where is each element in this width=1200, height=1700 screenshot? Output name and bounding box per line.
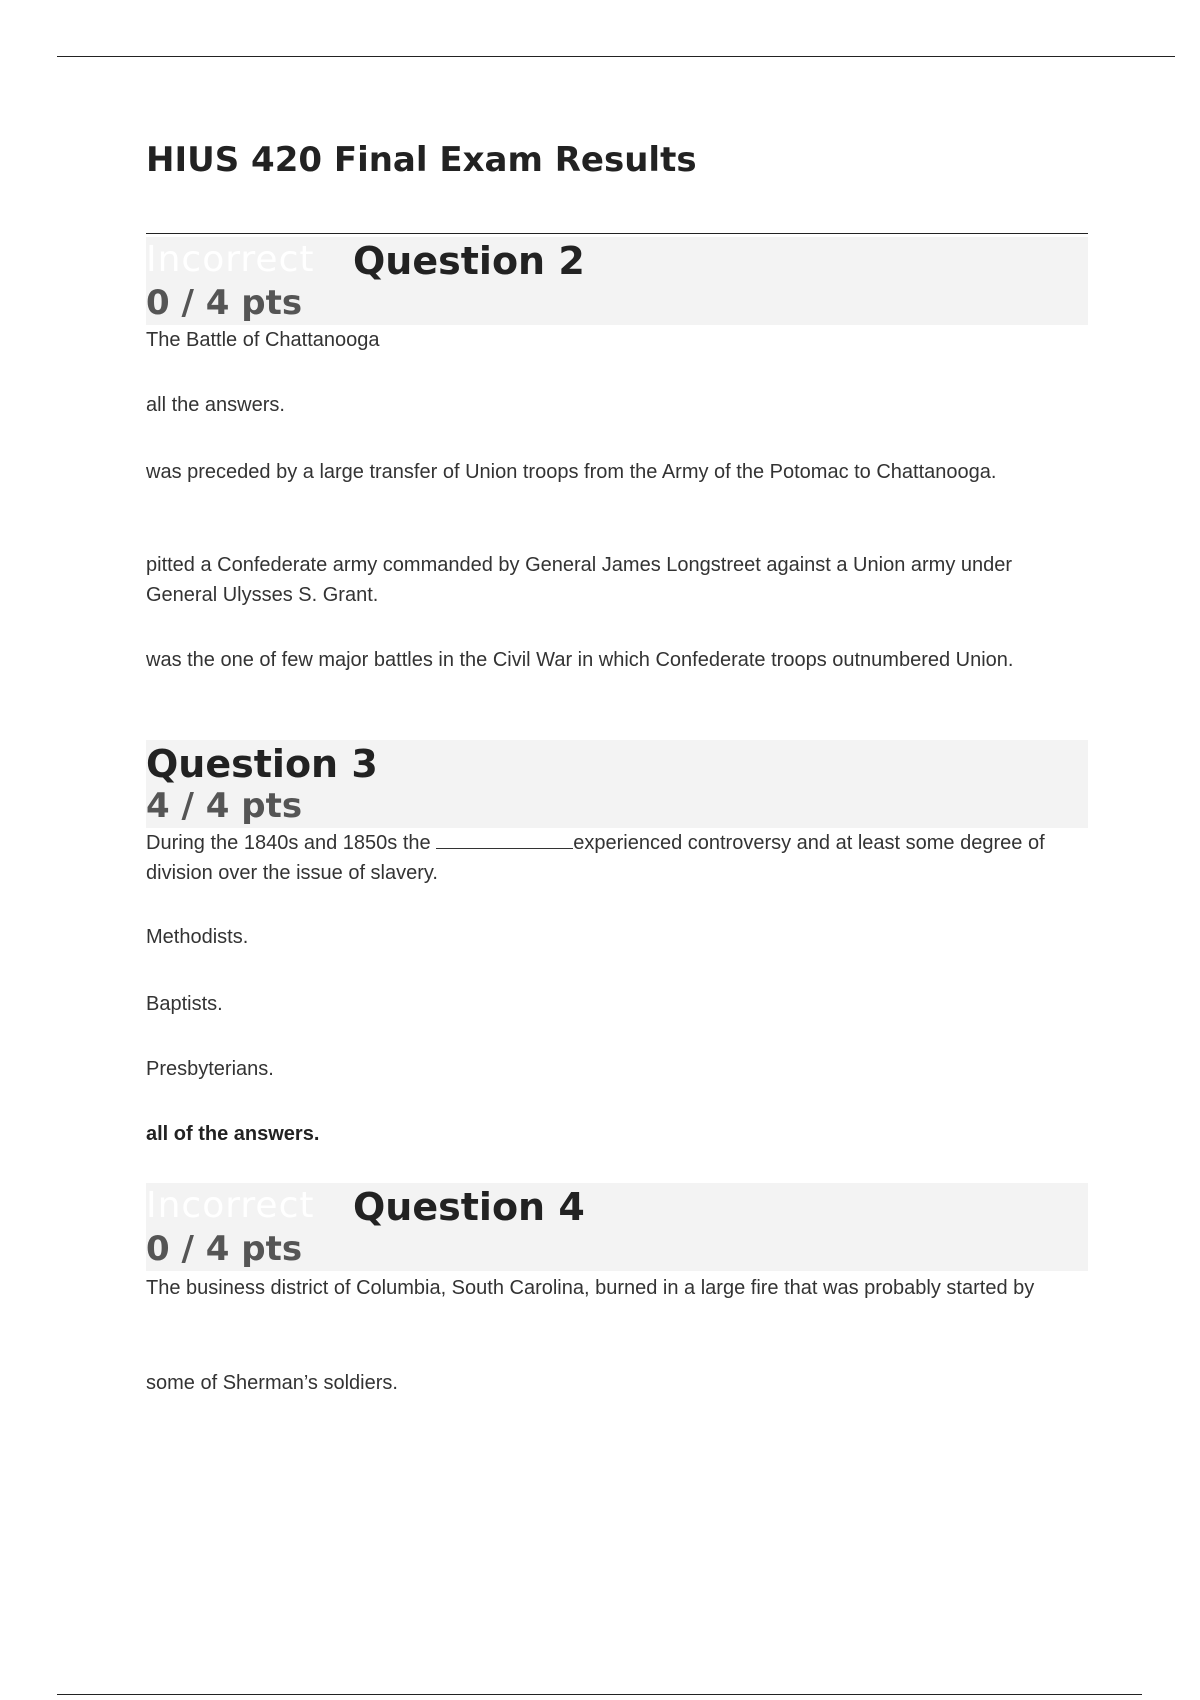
question-2-status: Incorrect (146, 239, 315, 280)
question-4-header (146, 1183, 1088, 1271)
question-3-title: Question 3 (146, 742, 378, 786)
question-3-prompt-after: experienced controversy and at least some degree of division over the issue of slavery. (146, 832, 1045, 884)
title-divider (146, 233, 1088, 234)
question-2-header (146, 237, 1088, 325)
question-4-title: Question 4 (353, 1185, 585, 1229)
question-3-prompt (146, 828, 1066, 888)
question-4-points: 0 / 4 pts (146, 1229, 303, 1269)
question-3-answer-2: Baptists. (146, 993, 223, 1015)
question-2-answer-2: was preceded by a large transfer of Union troops from the Army of the Potomac to Chattanooga. (146, 461, 997, 483)
question-3-points: 4 / 4 pts (146, 786, 303, 826)
question-2-answer-1: all the answers. (146, 394, 285, 416)
question-3-header (146, 740, 1088, 828)
question-2-answer-3: pitted a Confederate army commanded by General James Longstreet against a Union army under General Ulysses S. Grant. (146, 554, 1013, 606)
question-2-title: Question 2 (353, 239, 585, 283)
page-title: HIUS 420 Final Exam Results (146, 140, 697, 180)
question-2-answer-4: was the one of few major battles in the Civil War in which Confederate troops outnumbered Union. (146, 649, 1014, 671)
question-3-answer-3: Presbyterians. (146, 1058, 274, 1080)
top-rule (57, 56, 1175, 57)
question-3-prompt-before: During the 1840s and 1850s the (146, 832, 431, 854)
question-3-answer-4: all of the answers. (146, 1123, 320, 1145)
question-2-prompt: The Battle of Chattanooga (146, 329, 380, 351)
question-3-answer-1: Methodists. (146, 926, 249, 948)
question-4-answer-1: some of Sherman’s soldiers. (146, 1372, 398, 1394)
question-4-prompt: The business district of Columbia, South Carolina, burned in a large fire that was probably started by (146, 1277, 1035, 1299)
question-4-status: Incorrect (146, 1185, 315, 1226)
fill-in-blank (436, 830, 573, 849)
bottom-rule (57, 1694, 1142, 1695)
question-2-points: 0 / 4 pts (146, 283, 303, 323)
